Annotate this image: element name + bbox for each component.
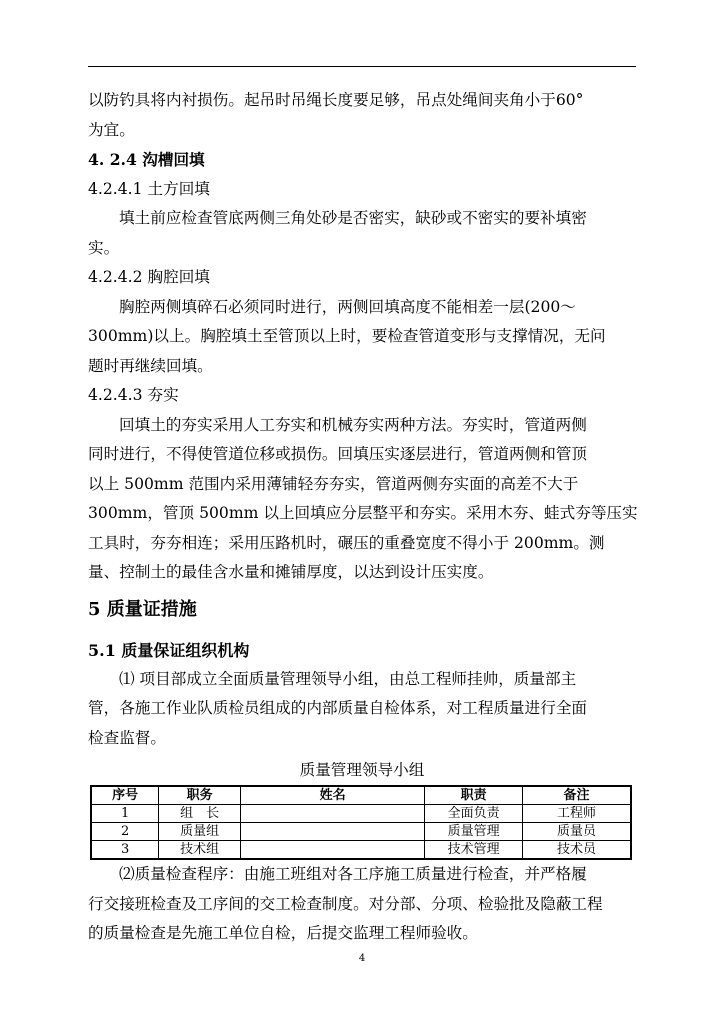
page-content bbox=[88, 86, 636, 949]
paragraph-line: 检查监督。 bbox=[88, 728, 166, 747]
table-cell bbox=[241, 823, 425, 841]
table-header-cell: 姓名 bbox=[241, 786, 425, 805]
table-row bbox=[91, 823, 631, 841]
quality-team-table bbox=[90, 785, 632, 860]
page-number: 4 bbox=[358, 953, 366, 964]
table-header-cell: 职责 bbox=[425, 786, 523, 805]
text-line: 为宜。 bbox=[88, 120, 135, 139]
table-cell: 1 bbox=[91, 805, 159, 823]
table-cell: 技术管理 bbox=[425, 841, 523, 860]
paragraph-line: 管，各施工作业队质检员组成的内部质量自检体系，对工程质量进行全面 bbox=[88, 699, 588, 717]
paragraph-line: ⑴ 项目部成立全面质量管理领导小组，由总工程师挂帅，质量部主 bbox=[119, 669, 577, 688]
table-row bbox=[91, 805, 631, 823]
table-cell: 工程师 bbox=[522, 805, 631, 823]
table-cell: 质量组 bbox=[159, 823, 241, 841]
section-heading-5-1: 5.1 质量保证组织机构 bbox=[88, 640, 250, 660]
table-cell bbox=[241, 841, 425, 860]
paragraph-line: 量、控制土的最佳含水量和摊铺厚度，以达到设计压实度。 bbox=[88, 563, 494, 581]
text-line: 以防钓具将内衬损伤。起吊时吊绳长度要足够，吊点处绳间夹角小于60° bbox=[88, 91, 584, 109]
table-row bbox=[91, 841, 631, 860]
chapter-heading-5: 5 质量证措施 bbox=[88, 598, 197, 620]
header-rule bbox=[88, 66, 636, 67]
table-header-cell: 职务 bbox=[159, 786, 241, 805]
subsection-heading-4-2-4-3: 4.2.4.3 夯实 bbox=[88, 386, 179, 404]
table-cell: 质量管理 bbox=[425, 823, 523, 841]
table-cell: 组 长 bbox=[159, 805, 241, 823]
table-header-cell: 备注 bbox=[522, 786, 631, 805]
table-cell bbox=[241, 805, 425, 823]
paragraph-line: 的质量检查是先施工单位自检，后提交监理工程师验收。 bbox=[88, 924, 478, 942]
section-heading-4-2-4: 4. 2.4 沟槽回填 bbox=[88, 150, 205, 169]
paragraph-line: 同时进行，不得使管道位移或损伤。回填压实逐层进行，管道两侧和管顶 bbox=[88, 445, 588, 463]
paragraph-line: 300mm)以上。胸腔填土至管顶以上时，要检查管道变形与支撑情况，无问 bbox=[88, 327, 606, 345]
table-cell: 3 bbox=[91, 841, 159, 860]
paragraph-line: 实。 bbox=[88, 238, 120, 257]
table-header-cell: 序号 bbox=[91, 786, 159, 805]
paragraph-line: 题时再继续回填。 bbox=[88, 356, 213, 375]
subsection-heading-4-2-4-1: 4.2.4.1 土方回填 bbox=[88, 179, 210, 198]
paragraph-line: ⑵质量检查程序：由施工班组对各工序施工质量进行检查，并严格履 bbox=[119, 865, 587, 883]
table-cell: 技术组 bbox=[159, 841, 241, 860]
table-header-row bbox=[91, 786, 631, 805]
paragraph-line: 回填土的夯实采用人工夯实和机械夯实两种方法。夯实时，管道两侧 bbox=[119, 415, 587, 434]
table-cell: 2 bbox=[91, 823, 159, 841]
paragraph-line: 行交接班检查及工序间的交工检查制度。对分部、分项、检验批及隐蔽工程 bbox=[88, 894, 603, 913]
table-caption: 质量管理领导小组 bbox=[299, 761, 425, 779]
paragraph-line: 以上 500mm 范围内采用薄铺轻夯夯实，管道两侧夯实面的高差不大于 bbox=[88, 474, 579, 493]
subsection-heading-4-2-4-2: 4.2.4.2 胸腔回填 bbox=[88, 268, 210, 286]
table-cell: 技术员 bbox=[522, 841, 631, 860]
table-cell: 全面负责 bbox=[425, 805, 523, 823]
paragraph-line: 胸腔两侧填碎石必须同时进行，两侧回填高度不能相差一层(200～ bbox=[119, 297, 576, 316]
table-cell: 质量员 bbox=[522, 823, 631, 841]
paragraph-line: 300mm，管顶 500mm 以上回填应分层整平和夯实。采用木夯、蛙式夯等压实 bbox=[88, 504, 638, 522]
paragraph-line: 填土前应检查管底两侧三角处砂是否密实，缺砂或不密实的要补填密 bbox=[119, 209, 587, 227]
paragraph-line: 工具时，夯夯相连；采用压路机时，碾压的重叠宽度不得小于 200mm。测 bbox=[88, 533, 605, 552]
